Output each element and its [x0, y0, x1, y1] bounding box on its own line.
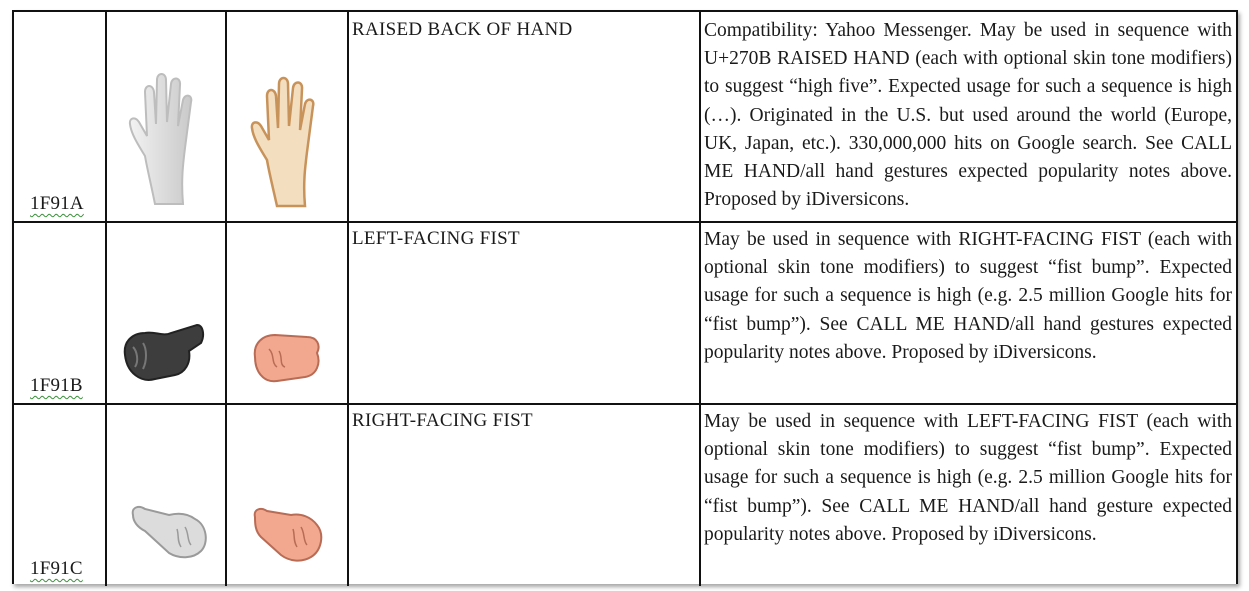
table-row — [14, 403, 1238, 586]
glyph-cell-mono — [105, 403, 227, 586]
character-description: Compatibility: Yahoo Messenger. May be used in sequence with U+270B RAISED HAND (each with optional skin tone modifiers) to suggest “high five”. Expected usage for such a sequence is high (…). Originated in the U.S. but used around the world (Europe, UK, Japan, etc.). 330,000,000 hits on Google search. See CALL ME HAND/all hand gestures expected popularity notes above. Proposed by iDiversicons. — [704, 20, 1232, 211]
code-point: 1F91A — [30, 193, 84, 214]
description-cell — [699, 221, 1238, 403]
character-name: RIGHT-FACING FIST — [352, 410, 533, 431]
character-description: May be used in sequence with RIGHT-FACING FIST (each with optional skin tone modifiers) to suggest “fist bump”. Expected usage for such a sequence is high (e.g. 2.5 million Google hits for “fist bump”). See CALL ME HAND/all hand gestures expected popularity notes above. Proposed by iDiversicons. — [704, 229, 1232, 363]
character-description: May be used in sequence with LEFT-FACING FIST (each with optional skin tone modifiers) to suggest “fist bump”. Expected usage for such a sequence is high (e.g. 2.5 million Google hits for “fist bump”). See CALL ME HAND/all hand gesture expected popularity notes above. Proposed by iDiversicons. — [704, 411, 1232, 545]
code-cell — [14, 12, 107, 221]
table-right-border — [1236, 12, 1238, 584]
name-cell — [347, 221, 701, 403]
table-row — [14, 221, 1238, 405]
name-cell — [347, 403, 701, 586]
raised-back-of-hand-gray-icon — [125, 64, 205, 209]
code-point: 1F91C — [30, 558, 83, 579]
code-point: 1F91B — [30, 375, 83, 396]
glyph-cell-color — [225, 403, 349, 586]
code-cell — [14, 403, 107, 586]
glyph-cell-color — [225, 12, 349, 221]
name-cell — [347, 12, 701, 221]
description-cell — [699, 403, 1238, 586]
character-name: RAISED BACK OF HAND — [352, 19, 573, 40]
right-facing-fist-gray-icon — [129, 501, 211, 565]
glyph-cell-mono — [105, 12, 227, 221]
glyph-cell-color — [225, 221, 349, 403]
glyph-cell-mono — [105, 221, 227, 403]
emoji-proposal-table — [12, 10, 1238, 584]
character-name: LEFT-FACING FIST — [352, 228, 520, 249]
raised-back-of-hand-tan-icon — [247, 70, 327, 210]
left-facing-fist-pink-icon — [247, 327, 323, 389]
left-facing-fist-dark-icon — [119, 321, 205, 391]
code-cell — [14, 221, 107, 403]
table-row — [14, 12, 1238, 223]
right-facing-fist-pink-icon — [249, 505, 327, 567]
description-cell — [699, 12, 1238, 221]
